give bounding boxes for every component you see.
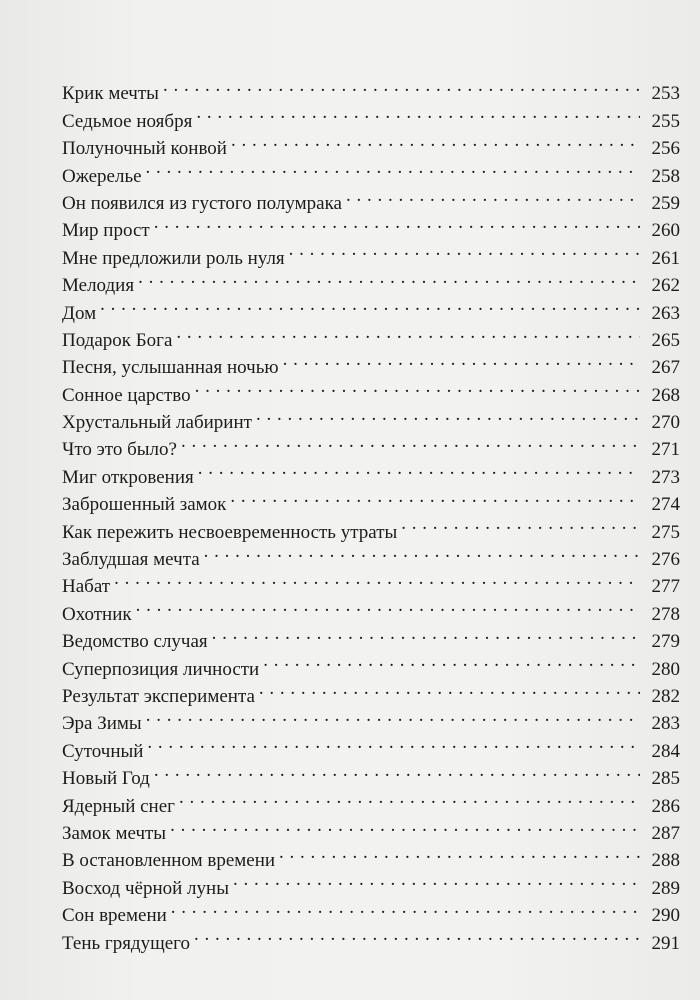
toc-entry-title: Хрустальный лабиринт [62, 412, 252, 434]
toc-entry-page-number: 260 [651, 220, 680, 242]
toc-entry-page-number: 261 [651, 247, 680, 269]
toc-entry [62, 236, 680, 269]
toc-entry-title: Эра Зимы [62, 713, 142, 735]
dot-leader [204, 538, 640, 565]
dot-leader [198, 455, 640, 482]
dot-leader [176, 319, 640, 346]
toc-entry [62, 592, 680, 625]
dot-leader [179, 784, 640, 811]
toc-entry [62, 702, 680, 735]
dot-leader [194, 921, 640, 948]
dot-leader [181, 428, 640, 455]
toc-entry-title: Что это было? [62, 439, 177, 461]
toc-entry-page-number: 270 [651, 412, 680, 434]
toc-entry-title: Крик мечты [62, 83, 159, 105]
toc-entry-page-number: 282 [651, 685, 680, 707]
toc-entry-title: Седьмое ноября [62, 110, 193, 132]
toc-entry [62, 264, 680, 297]
dot-leader [163, 72, 640, 99]
dot-leader [263, 647, 640, 674]
toc-entry [62, 291, 680, 324]
toc-entry-page-number: 286 [651, 795, 680, 817]
toc-entry [62, 757, 680, 790]
dot-leader [136, 592, 640, 619]
toc-entry-page-number: 271 [651, 439, 680, 461]
dot-leader [256, 401, 640, 428]
toc-entry-page-number: 280 [651, 658, 680, 680]
dot-leader [289, 236, 640, 263]
toc-entry-title: Сон времени [62, 905, 167, 927]
toc-entry-page-number: 277 [651, 576, 680, 598]
toc-entry-title: Мелодия [62, 275, 135, 297]
dot-leader [146, 154, 640, 181]
toc-entry-page-number: 263 [651, 302, 680, 324]
toc-entry-title: Суперпозиция личности [62, 658, 260, 680]
toc-entry-page-number: 289 [651, 877, 680, 899]
dot-leader [401, 510, 640, 537]
toc-entry-page-number: 268 [651, 384, 680, 406]
toc-entry-page-number: 291 [651, 932, 680, 954]
dot-leader [233, 866, 640, 893]
dot-leader [195, 373, 640, 400]
dot-leader [114, 565, 640, 592]
toc-entry-title: Восход чёрной луны [62, 877, 229, 899]
toc-entry-title: Миг откровения [62, 466, 194, 488]
toc-entry-page-number: 279 [651, 631, 680, 653]
dot-leader [212, 620, 640, 647]
table-of-contents [62, 72, 680, 954]
dot-leader [154, 757, 640, 784]
toc-entry-title: Дом [62, 302, 97, 324]
toc-entry-page-number: 265 [651, 329, 680, 351]
toc-entry [62, 565, 680, 598]
toc-entry-title: Мне предложили роль нуля [62, 247, 285, 269]
toc-entry [62, 209, 680, 242]
toc-entry [62, 620, 680, 653]
toc-entry-page-number: 273 [651, 466, 680, 488]
toc-entry-title: Замок мечты [62, 822, 167, 844]
toc-entry-title: Набат [62, 576, 111, 598]
toc-entry [62, 154, 680, 187]
toc-entry-page-number: 275 [651, 521, 680, 543]
toc-entry [62, 72, 680, 105]
dot-leader [138, 264, 640, 291]
toc-entry-title: Он появился из густого полумрака [62, 192, 342, 214]
toc-entry [62, 729, 680, 762]
toc-entry-title: Ожерелье [62, 165, 142, 187]
toc-entry-page-number: 256 [651, 138, 680, 160]
dot-leader [100, 291, 640, 318]
toc-entry-title: Ведомство случая [62, 631, 208, 653]
dot-leader [170, 812, 640, 839]
toc-entry-title: Как пережить несвоевременность утраты [62, 521, 398, 543]
toc-entry-page-number: 258 [651, 165, 680, 187]
toc-entry-page-number: 255 [651, 110, 680, 132]
toc-entry-page-number: 259 [651, 192, 680, 214]
toc-entry-title: Полуночный конвой [62, 138, 227, 160]
toc-entry-title: Заблудшая мечта [62, 549, 200, 571]
toc-entry-page-number: 284 [651, 740, 680, 762]
toc-entry-title: Тень грядущего [62, 932, 190, 954]
toc-entry-page-number: 283 [651, 713, 680, 735]
dot-leader [346, 182, 640, 209]
dot-leader [147, 729, 640, 756]
toc-entry-title: Сонное царство [62, 384, 191, 406]
toc-entry [62, 319, 680, 351]
toc-entry-page-number: 287 [651, 822, 680, 844]
dot-leader [154, 209, 640, 236]
toc-entry-title: Мир прост [62, 220, 150, 242]
toc-entry-page-number: 276 [651, 549, 680, 571]
toc-entry [62, 784, 680, 817]
toc-entry-page-number: 274 [651, 494, 680, 516]
dot-leader [259, 675, 640, 702]
dot-leader [279, 839, 640, 866]
toc-entry-title: Результат эксперимента [62, 685, 255, 707]
toc-entry [62, 182, 680, 214]
toc-entry-title: В остановленном времени [62, 850, 276, 872]
toc-entry-title: Песня, услышанная ночью [62, 357, 279, 379]
toc-entry-title: Охотник [62, 603, 132, 625]
toc-entry-title: Подарок Бога [62, 329, 173, 351]
toc-entry-page-number: 267 [651, 357, 680, 379]
dot-leader [231, 127, 640, 154]
dot-leader [230, 483, 640, 510]
toc-entry-page-number: 278 [651, 603, 680, 625]
dot-leader [146, 702, 640, 729]
dot-leader [196, 99, 640, 126]
dot-leader [171, 894, 640, 921]
toc-entry-title: Заброшенный замок [62, 494, 227, 516]
dot-leader [283, 346, 640, 373]
toc-entry-title: Ядерный снег [62, 795, 175, 817]
toc-entry-page-number: 262 [651, 275, 680, 297]
toc-entry-title: Суточный [62, 740, 144, 762]
toc-entry-title: Новый Год [62, 768, 150, 790]
toc-entry-page-number: 285 [651, 768, 680, 790]
toc-entry-page-number: 288 [651, 850, 680, 872]
toc-entry-page-number: 290 [651, 905, 680, 927]
toc-entry-page-number: 253 [651, 83, 680, 105]
